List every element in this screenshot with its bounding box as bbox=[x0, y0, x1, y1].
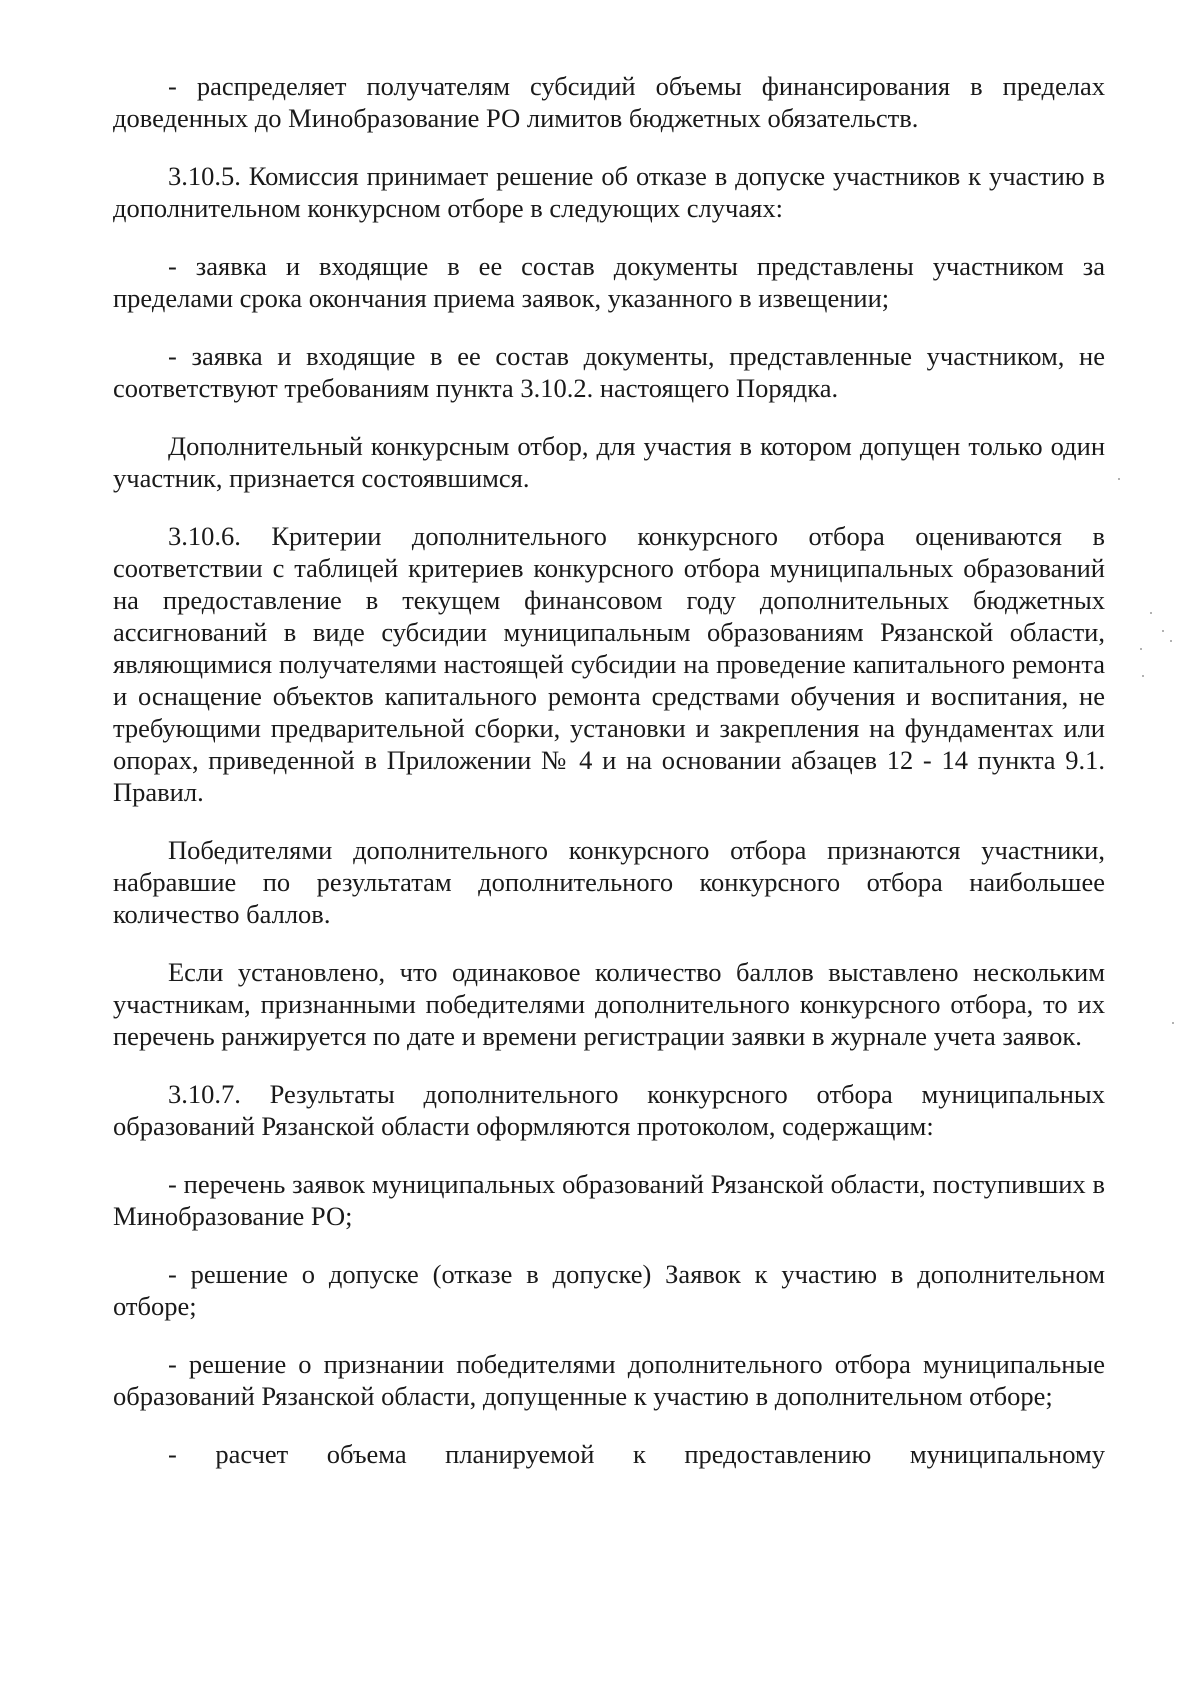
paragraph: - решение о признании победителями дополнительного отбора муниципальные образований Рязанской области, допущенные к участию в дополнительном отборе; bbox=[113, 1349, 1105, 1411]
scan-speck bbox=[1172, 1022, 1174, 1024]
paragraph: Если установлено, что одинаковое количество баллов выставлено нескольким участникам, признанными победителями дополнительного конкурсного отбора, то их перечень ранжируется по дате и времени регистрации заявки в журнале учета заявок. bbox=[113, 957, 1105, 1051]
paragraph: - решение о допуске (отказе в допуске) Заявок к участию в дополнительном отборе; bbox=[113, 1259, 1105, 1321]
paragraph: - расчет объема планируемой к предоставлению муниципальному bbox=[168, 1439, 1105, 1469]
paragraph: Дополнительный конкурсным отбор, для участия в котором допущен только один участник, признается состоявшимся. bbox=[113, 431, 1105, 493]
paragraph: 3.10.5. Комиссия принимает решение об отказе в допуске участников к участию в дополнительном конкурсном отборе в следующих случаях: bbox=[113, 161, 1105, 223]
paragraph: - перечень заявок муниципальных образований Рязанской области, поступивших в Минобразование РО; bbox=[113, 1169, 1105, 1231]
paragraph: 3.10.6. Критерии дополнительного конкурсного отбора оцениваются в соответствии с таблицей критериев конкурсного отбора муниципальных образований на предоставление в текущем финансовом году дополнительных бюджетных ассигнований в виде субсидии муниципальным образованиям Рязанской области, являющимися получателями настоящей субсидии на проведение капитального ремонта и оснащение объектов капитального ремонта средствами обучения и воспитания, не требующими предварительной сборки, установки и закрепления на фундаментах или опорах, приведенной в Приложении № 4 и на основании абзацев 12 - 14 пункта 9.1. Правил. bbox=[113, 521, 1105, 807]
document-body bbox=[113, 70, 1105, 1496]
scan-speck bbox=[1142, 675, 1144, 677]
paragraph: - заявка и входящие в ее состав документы, представленные участником, не соответствуют требованиям пункта 3.10.2. настоящего Порядка. bbox=[113, 341, 1105, 403]
paragraph: - распределяет получателям субсидий объемы финансирования в пределах доведенных до Минобразование РО лимитов бюджетных обязательств. bbox=[113, 71, 1105, 133]
paragraph: Победителями дополнительного конкурсного отбора признаются участники, набравшие по результатам дополнительного конкурсного отбора наибольшее количество баллов. bbox=[113, 835, 1105, 929]
scan-speck bbox=[1170, 640, 1172, 642]
scan-speck bbox=[1150, 612, 1152, 614]
paragraph: - заявка и входящие в ее состав документы представлены участником за пределами срока окончания приема заявок, указанного в извещении; bbox=[113, 251, 1105, 313]
scan-speck bbox=[1118, 478, 1120, 480]
paragraph: 3.10.7. Результаты дополнительного конкурсного отбора муниципальных образований Рязанской области оформляются протоколом, содержащим: bbox=[113, 1079, 1105, 1141]
scan-speck bbox=[1162, 630, 1164, 632]
scan-speck bbox=[1140, 648, 1142, 650]
